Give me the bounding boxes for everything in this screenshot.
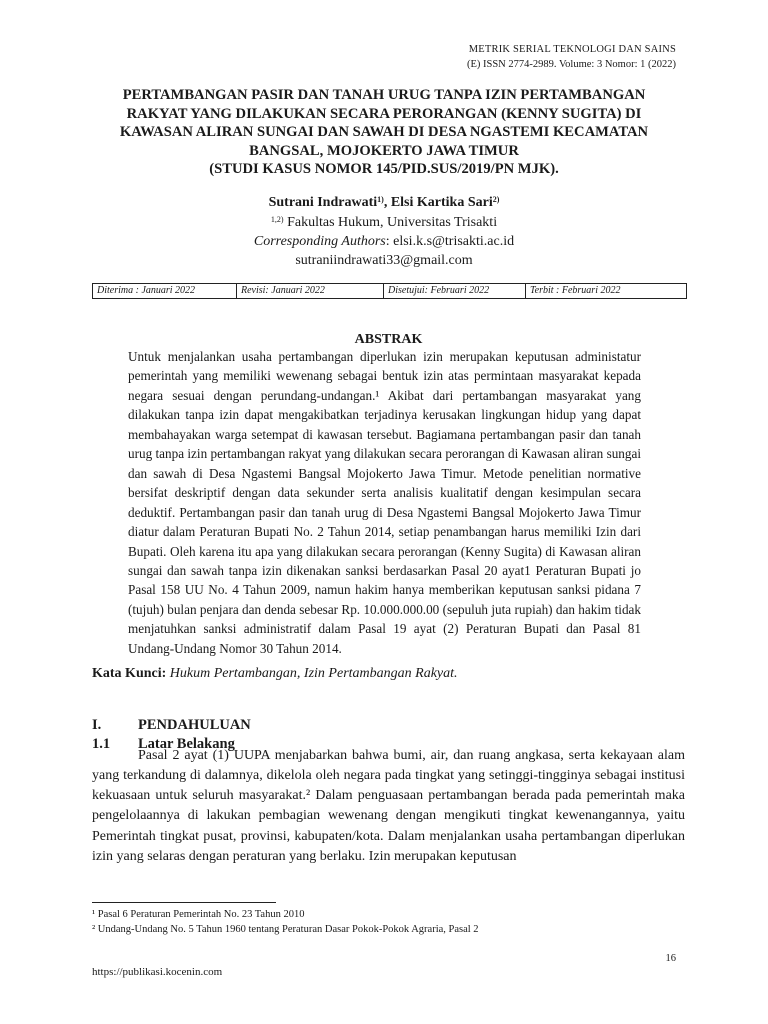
footnotes bbox=[92, 907, 479, 937]
date-published: Terbit : Februari 2022 bbox=[530, 285, 621, 296]
author-1-sup: 1) bbox=[377, 195, 384, 204]
subsection-title: Latar Belakang bbox=[138, 736, 235, 752]
date-accepted: Disetujui: Februari 2022 bbox=[384, 284, 526, 298]
author-email-2: sutraniindrawati33@gmail.com bbox=[295, 253, 473, 268]
date-table bbox=[92, 283, 687, 299]
body-paragraph bbox=[92, 746, 685, 867]
title-line: BANGSAL, MOJOKERTO JAWA TIMUR bbox=[249, 142, 519, 159]
title-line: KAWASAN ALIRAN SUNGAI DAN SAWAH DI DESA NGASTEMI KECAMATAN bbox=[119, 124, 649, 141]
section-title: PENDAHULUAN bbox=[138, 717, 251, 733]
date-received: Diterima : Januari 2022 bbox=[93, 284, 237, 298]
paper-title bbox=[92, 86, 676, 179]
journal-header bbox=[467, 42, 676, 72]
journal-name: METRIK SERIAL TEKNOLOGI DAN SAINS bbox=[468, 44, 676, 55]
abstract-heading: ABSTRAK bbox=[354, 332, 423, 347]
author-separator: , bbox=[383, 195, 391, 210]
author-2: Elsi Kartika Sari bbox=[390, 195, 493, 210]
journal-issn: (E) ISSN 2774-2989. Volume: 3 Nomor: 1 (2022) bbox=[466, 59, 676, 70]
corresponding-email: : elsi.k.s@trisakti.ac.id bbox=[385, 234, 515, 249]
author-1: Sutrani Indrawati bbox=[268, 195, 378, 210]
author-2-sup: 2) bbox=[492, 195, 500, 204]
section-number: I. bbox=[92, 717, 102, 733]
corresponding-author bbox=[92, 232, 676, 251]
page-number: 16 bbox=[665, 953, 676, 964]
subsection-number: 1.1 bbox=[92, 736, 111, 752]
author-block bbox=[92, 193, 676, 270]
body-paragraph-text: Pasal 2 ayat (1) UUPA menjabarkan bahwa bumi, air, dan ruang angkasa, serta kekayaan alam yang terkandung di dalamnya, dikelola oleh negara pada tingkat yang setinggi-tingginya sebagai institusi kekuasaan untuk seluruh masyarakat.² Dalam penguasaan pertambangan berada pada pemerintah maka pengelolaannya di lakukan pembagian wewenang dengan mengikuti tingkat kewenangannya, yaitu Pemerintah tingkat pusat, provinsi, kabupaten/kota. Dalam menjalankan usaha pertambangan diperlukan izin yang selaras dengan peraturan yang berlaku. Izin merupakan keputusan bbox=[92, 748, 685, 864]
affiliation bbox=[92, 213, 676, 232]
date-revised: Revisi: Januari 2022 bbox=[237, 284, 384, 298]
abstract-text: Untuk menjalankan usaha pertambangan diperlukan izin merupakan keputusan administatur pemerintah yang memiliki wewenang sebagai bentuk izin atas permintaan masyarakat kepada negara sesuai dengan perundang-undangan.¹ Akibat dari pertambangan masyarakat yang dilakukan tanpa izin dapat mengakibatkan terjadinya kerusakan lingkungan hidup yang dapat membahayakan warga setempat di kawasan tersebut. Bagiamana pertambangan pasir dan tanah urug tanpa izin pertambangan rakyat yang dilakukan secara perorangan di Kawasan aliran sungai dan sawah di Desa Ngastemi Bangsal Mojokerto Jawa Timur. Metode penelitian normative bersifat deskriptif dengan data sekunder serta analisis kualitatif dengan kesimpulan secara deduktif. Pertambangan pasir dan tanah urug di Desa Ngastemi Bangsal Mojokerto Jawa Timur diatur dalam Peraturan Bupati No. 2 Tahun 2014, setiap penambangan harus memiliki Izin dari Bupati. Oleh karena itu apa yang dilakukan secara perorangan (Kenny Sugita) di Kawasan aliran sungai dan sawah tanpa izin dikenakan sanksi berdasarkan Pasal 20 ayat1 Peraturan Bupati jo Pasal 158 UU No. 4 Tahun 2009, namun hakim hanya memberikan keputusan sanksi pidana 7 (tujuh) bulan penjara dan denda sebesar Rp. 10.000.000.00 (sepuluh juta rupiah) dan hakim tidak menjatuhkan sanksi administratif dalam Pasal 19 ayat (2) Peraturan Bupati dan Pasal 81 Undang-Undang Nomor 30 Tahun 2014. bbox=[128, 349, 641, 656]
keywords-label: Kata Kunci: bbox=[92, 666, 167, 681]
footnote-divider bbox=[92, 902, 276, 903]
section-heading bbox=[92, 716, 251, 734]
keywords-text: Hukum Pertambangan, Izin Pertambangan Rakyat. bbox=[166, 666, 458, 681]
author-names bbox=[92, 193, 676, 213]
keywords bbox=[92, 664, 458, 684]
footnote-1: ¹ Pasal 6 Peraturan Pemerintah No. 23 Tahun 2010 bbox=[92, 909, 305, 920]
title-line: PERTAMBANGAN PASIR DAN TANAH URUG TANPA IZIN PERTAMBANGAN bbox=[122, 87, 646, 103]
title-line: (STUDI KASUS NOMOR 145/PID.SUS/2019/PN MJK). bbox=[209, 161, 559, 178]
corresponding-label: Corresponding Authors bbox=[253, 234, 386, 249]
footer-url[interactable]: https://publikasi.kocenin.com bbox=[92, 966, 223, 978]
title-line: RAKYAT YANG DILAKUKAN SECARA PERORANGAN (KENNY SUGITA) DI bbox=[126, 105, 642, 122]
affiliation-sup: 1,2) bbox=[270, 215, 284, 224]
affiliation-text: Fakultas Hukum, Universitas Trisakti bbox=[283, 215, 498, 230]
footnote-2: ² Undang-Undang No. 5 Tahun 1960 tentang Peraturan Dasar Pokok-Pokok Agraria, Pasal 2 bbox=[92, 924, 479, 935]
